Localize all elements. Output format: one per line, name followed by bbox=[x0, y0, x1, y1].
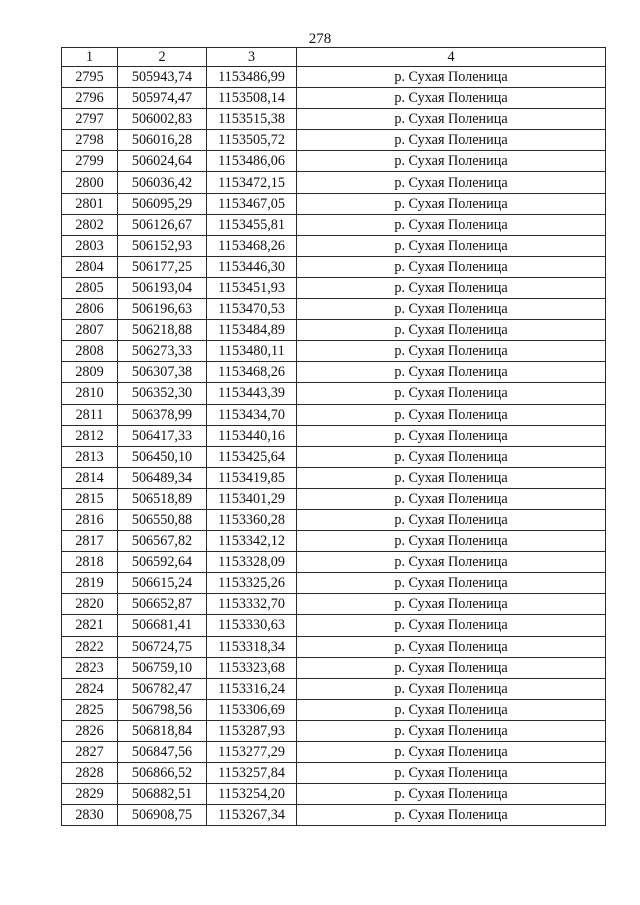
x-coordinate-cell: 506882,51 bbox=[118, 784, 207, 805]
description-cell: р. Сухая Поленица bbox=[297, 404, 606, 425]
point-number-cell: 2830 bbox=[62, 805, 118, 826]
table-row bbox=[62, 636, 606, 657]
table-body bbox=[62, 67, 606, 826]
description-cell: р. Сухая Поленица bbox=[297, 678, 606, 699]
table-row bbox=[62, 88, 606, 109]
table-row bbox=[62, 678, 606, 699]
description-cell: р. Сухая Поленица bbox=[297, 531, 606, 552]
table-row bbox=[62, 488, 606, 509]
point-number-cell: 2810 bbox=[62, 383, 118, 404]
x-coordinate-cell: 506196,63 bbox=[118, 299, 207, 320]
table-row bbox=[62, 320, 606, 341]
y-coordinate-cell: 1153446,30 bbox=[207, 256, 297, 277]
x-coordinate-cell: 506218,88 bbox=[118, 320, 207, 341]
table-row bbox=[62, 214, 606, 235]
point-number-cell: 2814 bbox=[62, 467, 118, 488]
x-coordinate-cell: 506016,28 bbox=[118, 130, 207, 151]
x-coordinate-cell: 506378,99 bbox=[118, 404, 207, 425]
x-coordinate-cell: 506450,10 bbox=[118, 446, 207, 467]
point-number-cell: 2806 bbox=[62, 299, 118, 320]
point-number-cell: 2811 bbox=[62, 404, 118, 425]
y-coordinate-cell: 1153486,06 bbox=[207, 151, 297, 172]
x-coordinate-cell: 506126,67 bbox=[118, 214, 207, 235]
description-cell: р. Сухая Поленица bbox=[297, 446, 606, 467]
point-number-cell: 2807 bbox=[62, 320, 118, 341]
point-number-cell: 2801 bbox=[62, 193, 118, 214]
point-number-cell: 2795 bbox=[62, 67, 118, 88]
y-coordinate-cell: 1153470,53 bbox=[207, 299, 297, 320]
table-row bbox=[62, 720, 606, 741]
table-row bbox=[62, 742, 606, 763]
point-number-cell: 2798 bbox=[62, 130, 118, 151]
page-number: 278 bbox=[308, 31, 332, 47]
x-coordinate-cell: 505974,47 bbox=[118, 88, 207, 109]
header-col-4: 4 bbox=[297, 48, 606, 67]
y-coordinate-cell: 1153451,93 bbox=[207, 277, 297, 298]
y-coordinate-cell: 1153316,24 bbox=[207, 678, 297, 699]
point-number-cell: 2818 bbox=[62, 552, 118, 573]
description-cell: р. Сухая Поленица bbox=[297, 383, 606, 404]
table-row bbox=[62, 446, 606, 467]
x-coordinate-cell: 506352,30 bbox=[118, 383, 207, 404]
x-coordinate-cell: 506782,47 bbox=[118, 678, 207, 699]
y-coordinate-cell: 1153330,63 bbox=[207, 615, 297, 636]
y-coordinate-cell: 1153257,84 bbox=[207, 763, 297, 784]
x-coordinate-cell: 506908,75 bbox=[118, 805, 207, 826]
x-coordinate-cell: 506866,52 bbox=[118, 763, 207, 784]
description-cell: р. Сухая Поленица bbox=[297, 488, 606, 509]
description-cell: р. Сухая Поленица bbox=[297, 320, 606, 341]
y-coordinate-cell: 1153480,11 bbox=[207, 341, 297, 362]
point-number-cell: 2824 bbox=[62, 678, 118, 699]
x-coordinate-cell: 506567,82 bbox=[118, 531, 207, 552]
description-cell: р. Сухая Поленица bbox=[297, 636, 606, 657]
y-coordinate-cell: 1153318,34 bbox=[207, 636, 297, 657]
table-row bbox=[62, 277, 606, 298]
table-row bbox=[62, 130, 606, 151]
y-coordinate-cell: 1153277,29 bbox=[207, 742, 297, 763]
x-coordinate-cell: 506652,87 bbox=[118, 594, 207, 615]
table-row bbox=[62, 763, 606, 784]
y-coordinate-cell: 1153455,81 bbox=[207, 214, 297, 235]
x-coordinate-cell: 506489,34 bbox=[118, 467, 207, 488]
x-coordinate-cell: 506681,41 bbox=[118, 615, 207, 636]
point-number-cell: 2819 bbox=[62, 573, 118, 594]
description-cell: р. Сухая Поленица bbox=[297, 235, 606, 256]
x-coordinate-cell: 505943,74 bbox=[118, 67, 207, 88]
table-row bbox=[62, 573, 606, 594]
description-cell: р. Сухая Поленица bbox=[297, 151, 606, 172]
y-coordinate-cell: 1153332,70 bbox=[207, 594, 297, 615]
point-number-cell: 2799 bbox=[62, 151, 118, 172]
description-cell: р. Сухая Поленица bbox=[297, 742, 606, 763]
table-row bbox=[62, 615, 606, 636]
table-row bbox=[62, 699, 606, 720]
y-coordinate-cell: 1153468,26 bbox=[207, 235, 297, 256]
table-row bbox=[62, 341, 606, 362]
table-row bbox=[62, 425, 606, 446]
table-row bbox=[62, 784, 606, 805]
description-cell: р. Сухая Поленица bbox=[297, 172, 606, 193]
table-row bbox=[62, 362, 606, 383]
point-number-cell: 2809 bbox=[62, 362, 118, 383]
point-number-cell: 2816 bbox=[62, 509, 118, 530]
y-coordinate-cell: 1153472,15 bbox=[207, 172, 297, 193]
description-cell: р. Сухая Поленица bbox=[297, 552, 606, 573]
table-row bbox=[62, 193, 606, 214]
description-cell: р. Сухая Поленица bbox=[297, 67, 606, 88]
point-number-cell: 2805 bbox=[62, 277, 118, 298]
y-coordinate-cell: 1153360,28 bbox=[207, 509, 297, 530]
x-coordinate-cell: 506550,88 bbox=[118, 509, 207, 530]
point-number-cell: 2796 bbox=[62, 88, 118, 109]
table-row bbox=[62, 151, 606, 172]
x-coordinate-cell: 506024,64 bbox=[118, 151, 207, 172]
table-row bbox=[62, 109, 606, 130]
description-cell: р. Сухая Поленица bbox=[297, 109, 606, 130]
point-number-cell: 2826 bbox=[62, 720, 118, 741]
description-cell: р. Сухая Поленица bbox=[297, 214, 606, 235]
description-cell: р. Сухая Поленица bbox=[297, 88, 606, 109]
y-coordinate-cell: 1153505,72 bbox=[207, 130, 297, 151]
x-coordinate-cell: 506592,64 bbox=[118, 552, 207, 573]
y-coordinate-cell: 1153484,89 bbox=[207, 320, 297, 341]
table-row bbox=[62, 404, 606, 425]
y-coordinate-cell: 1153443,39 bbox=[207, 383, 297, 404]
description-cell: р. Сухая Поленица bbox=[297, 699, 606, 720]
y-coordinate-cell: 1153467,05 bbox=[207, 193, 297, 214]
y-coordinate-cell: 1153323,68 bbox=[207, 657, 297, 678]
description-cell: р. Сухая Поленица bbox=[297, 467, 606, 488]
point-number-cell: 2817 bbox=[62, 531, 118, 552]
x-coordinate-cell: 506095,29 bbox=[118, 193, 207, 214]
y-coordinate-cell: 1153267,34 bbox=[207, 805, 297, 826]
x-coordinate-cell: 506152,93 bbox=[118, 235, 207, 256]
y-coordinate-cell: 1153306,69 bbox=[207, 699, 297, 720]
y-coordinate-cell: 1153342,12 bbox=[207, 531, 297, 552]
x-coordinate-cell: 506615,24 bbox=[118, 573, 207, 594]
description-cell: р. Сухая Поленица bbox=[297, 657, 606, 678]
description-cell: р. Сухая Поленица bbox=[297, 784, 606, 805]
x-coordinate-cell: 506518,89 bbox=[118, 488, 207, 509]
description-cell: р. Сухая Поленица bbox=[297, 362, 606, 383]
header-row bbox=[62, 48, 606, 67]
x-coordinate-cell: 506724,75 bbox=[118, 636, 207, 657]
x-coordinate-cell: 506847,56 bbox=[118, 742, 207, 763]
y-coordinate-cell: 1153515,38 bbox=[207, 109, 297, 130]
description-cell: р. Сухая Поленица bbox=[297, 299, 606, 320]
x-coordinate-cell: 506036,42 bbox=[118, 172, 207, 193]
x-coordinate-cell: 506002,83 bbox=[118, 109, 207, 130]
point-number-cell: 2820 bbox=[62, 594, 118, 615]
x-coordinate-cell: 506417,33 bbox=[118, 425, 207, 446]
point-number-cell: 2802 bbox=[62, 214, 118, 235]
point-number-cell: 2823 bbox=[62, 657, 118, 678]
y-coordinate-cell: 1153325,26 bbox=[207, 573, 297, 594]
table-row bbox=[62, 531, 606, 552]
table-row bbox=[62, 657, 606, 678]
header-col-3: 3 bbox=[207, 48, 297, 67]
description-cell: р. Сухая Поленица bbox=[297, 615, 606, 636]
point-number-cell: 2804 bbox=[62, 256, 118, 277]
point-number-cell: 2815 bbox=[62, 488, 118, 509]
point-number-cell: 2812 bbox=[62, 425, 118, 446]
table-row bbox=[62, 805, 606, 826]
point-number-cell: 2821 bbox=[62, 615, 118, 636]
description-cell: р. Сухая Поленица bbox=[297, 594, 606, 615]
table-row bbox=[62, 299, 606, 320]
table-row bbox=[62, 172, 606, 193]
y-coordinate-cell: 1153254,20 bbox=[207, 784, 297, 805]
description-cell: р. Сухая Поленица bbox=[297, 193, 606, 214]
y-coordinate-cell: 1153328,09 bbox=[207, 552, 297, 573]
header-col-2: 2 bbox=[118, 48, 207, 67]
table-header bbox=[62, 48, 606, 67]
description-cell: р. Сухая Поленица bbox=[297, 130, 606, 151]
x-coordinate-cell: 506307,38 bbox=[118, 362, 207, 383]
table-row bbox=[62, 383, 606, 404]
description-cell: р. Сухая Поленица bbox=[297, 425, 606, 446]
x-coordinate-cell: 506177,25 bbox=[118, 256, 207, 277]
table-row bbox=[62, 552, 606, 573]
point-number-cell: 2829 bbox=[62, 784, 118, 805]
description-cell: р. Сухая Поленица bbox=[297, 720, 606, 741]
header-col-1: 1 bbox=[62, 48, 118, 67]
point-number-cell: 2800 bbox=[62, 172, 118, 193]
y-coordinate-cell: 1153434,70 bbox=[207, 404, 297, 425]
x-coordinate-cell: 506193,04 bbox=[118, 277, 207, 298]
description-cell: р. Сухая Поленица bbox=[297, 277, 606, 298]
point-number-cell: 2813 bbox=[62, 446, 118, 467]
point-number-cell: 2797 bbox=[62, 109, 118, 130]
point-number-cell: 2827 bbox=[62, 742, 118, 763]
y-coordinate-cell: 1153508,14 bbox=[207, 88, 297, 109]
x-coordinate-cell: 506273,33 bbox=[118, 341, 207, 362]
table-row bbox=[62, 467, 606, 488]
point-number-cell: 2828 bbox=[62, 763, 118, 784]
description-cell: р. Сухая Поленица bbox=[297, 763, 606, 784]
table-row bbox=[62, 509, 606, 530]
description-cell: р. Сухая Поленица bbox=[297, 509, 606, 530]
point-number-cell: 2803 bbox=[62, 235, 118, 256]
description-cell: р. Сухая Поленица bbox=[297, 805, 606, 826]
x-coordinate-cell: 506818,84 bbox=[118, 720, 207, 741]
description-cell: р. Сухая Поленица bbox=[297, 256, 606, 277]
table-row bbox=[62, 594, 606, 615]
y-coordinate-cell: 1153419,85 bbox=[207, 467, 297, 488]
y-coordinate-cell: 1153425,64 bbox=[207, 446, 297, 467]
x-coordinate-cell: 506798,56 bbox=[118, 699, 207, 720]
point-number-cell: 2822 bbox=[62, 636, 118, 657]
y-coordinate-cell: 1153486,99 bbox=[207, 67, 297, 88]
coordinates-table bbox=[61, 47, 606, 826]
point-number-cell: 2825 bbox=[62, 699, 118, 720]
y-coordinate-cell: 1153287,93 bbox=[207, 720, 297, 741]
description-cell: р. Сухая Поленица bbox=[297, 341, 606, 362]
point-number-cell: 2808 bbox=[62, 341, 118, 362]
table-row bbox=[62, 67, 606, 88]
y-coordinate-cell: 1153468,26 bbox=[207, 362, 297, 383]
y-coordinate-cell: 1153440,16 bbox=[207, 425, 297, 446]
table-row bbox=[62, 256, 606, 277]
y-coordinate-cell: 1153401,29 bbox=[207, 488, 297, 509]
x-coordinate-cell: 506759,10 bbox=[118, 657, 207, 678]
description-cell: р. Сухая Поленица bbox=[297, 573, 606, 594]
table-row bbox=[62, 235, 606, 256]
